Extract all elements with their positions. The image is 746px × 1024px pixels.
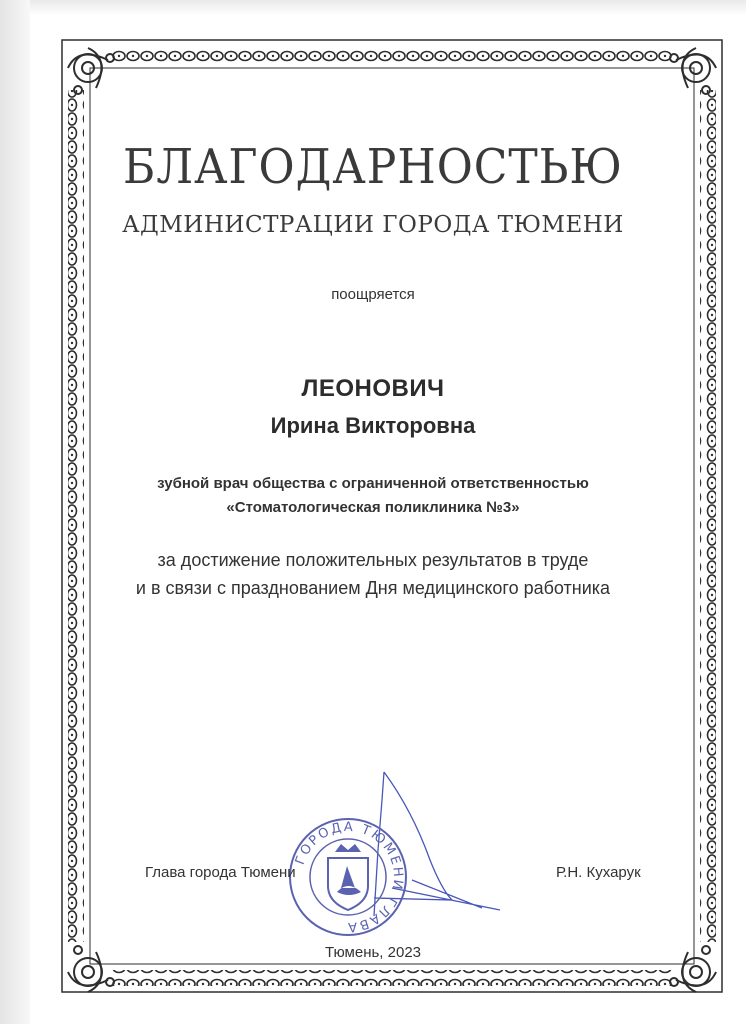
recipient-given-names: Ирина Викторовна (270, 413, 476, 438)
recipient-surname: ЛЕОНОВИЧ (301, 375, 445, 402)
position-line-2: «Стоматологическая поликлиника №3» (226, 499, 520, 516)
coat-of-arms-icon (328, 844, 368, 910)
signer-name: Р.Н. Кухарук (556, 864, 641, 881)
encouraged-text: поощряется (331, 286, 415, 303)
signer-title: Глава города Тюмени (145, 864, 296, 881)
reason-line-2: и в связи с празднованием Дня медицинского работника (135, 578, 611, 598)
position-line-1: зубной врач общества с ограниченной ответственностью (157, 475, 589, 492)
recipient-position (0, 472, 746, 520)
certificate-title: БЛАГОДАРНОСТЬЮ (123, 139, 623, 196)
award-reason (0, 546, 746, 602)
city-and-year: Тюмень, 2023 (324, 944, 422, 961)
reason-line-1: за достижение положительных результатов в труде (157, 550, 589, 570)
official-stamp (285, 814, 411, 940)
issuer-subtitle: АДМИНИСТРАЦИИ ГОРОДА ТЮМЕНИ (122, 212, 624, 238)
stamp-text: ГОРОДА ТЮМЕНИ ГЛАВА (292, 819, 406, 935)
